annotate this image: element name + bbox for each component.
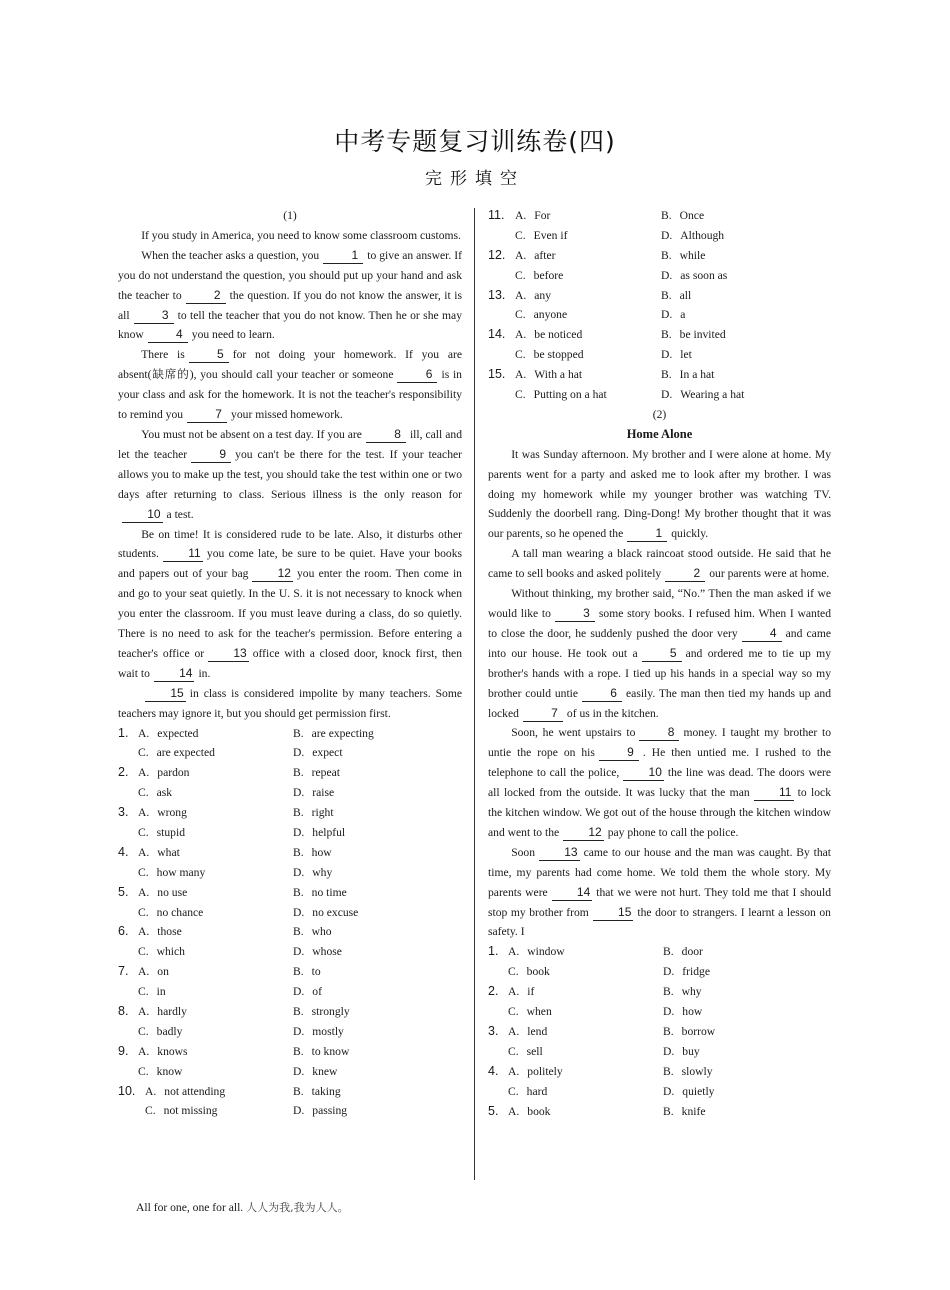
right-column [488,206,831,1121]
option-c[interactable]: C. how many [138,865,206,879]
text: quickly. [671,527,709,541]
text: the line was dead. The doors were all locked from the outside. It was lucky that the man [488,766,832,800]
option-c[interactable]: C. in [138,985,166,999]
question-number: 2. [488,984,499,999]
blank-1[interactable]: 1 [323,248,363,264]
text: you come late, be sure to be quiet. Have your books and papers out of your bag [118,547,462,581]
option-c[interactable]: C. Even if [515,228,568,242]
text: to give an answer. If you do not understand the question, you should put up your hand and ask the teacher to [118,248,462,302]
blank-12[interactable]: 12 [252,566,293,582]
question-number: 5. [488,1103,499,1118]
question-4 [118,843,462,883]
option-d[interactable]: D. knew [293,1064,338,1078]
text: in class is considered impolite by many teachers. Some teachers may ignore it, but you should get permission first. [118,686,462,720]
footer-chinese: 人人为我,我为人人。 [246,1201,349,1214]
option-c[interactable]: C. hard [508,1084,548,1098]
blank-15[interactable]: 15 [145,686,186,702]
question-13 [488,286,831,326]
option-d[interactable]: D. raise [293,786,335,800]
question-5 [118,883,462,923]
passage-1-paragraph-4 [118,425,462,525]
question-number: 8. [118,1004,129,1019]
text: and ordered me to tie up my brother's hands with a rope. I tied up his hands in a special way so my brother could untie [488,646,832,700]
option-a[interactable]: A. lend [508,1024,548,1038]
option-d[interactable]: D. Although [661,228,725,242]
passage-1-paragraph-6 [118,684,462,724]
option-b[interactable]: B. to [293,965,321,979]
blank-9[interactable]: 9 [191,447,231,463]
blank-2[interactable]: 2 [186,288,226,304]
option-a[interactable]: A. be noticed [515,328,583,342]
text: Without thinking, my brother said, “No.” Then the man asked if we would like to [488,587,831,620]
option-b[interactable]: B. are expecting [293,726,374,740]
option-a[interactable]: A. With a hat [515,368,583,382]
passage-1-paragraph-2 [118,246,462,346]
option-a[interactable]: A. knows [138,1044,188,1058]
blank-1[interactable]: 1 [627,526,667,542]
question-number: 13. [488,287,506,302]
section-2-label: (2) [652,407,667,421]
option-d[interactable]: D. quietly [663,1084,715,1098]
question-list-2 [488,942,831,1121]
option-a[interactable]: A. what [138,845,180,859]
option-b[interactable]: B. right [293,806,334,820]
option-c[interactable]: C. Putting on a hat [515,388,607,402]
option-a[interactable]: A. those [138,925,182,939]
option-a[interactable]: A. politely [508,1064,563,1078]
question-3 [488,1022,831,1062]
question-number: 1. [118,725,129,740]
option-a[interactable]: A. if [508,985,535,999]
text: . He then untied me. I rushed to the telephone to call the police, [488,746,831,780]
text: ill, call and let the teacher [118,427,462,461]
blank-14[interactable]: 14 [154,666,195,682]
text: came to our house and the man was caught. By that time, my parents had come home. We told them the whole story. My parents were [488,845,831,899]
option-b[interactable]: B. while [661,248,706,262]
question-number: 1. [488,944,499,959]
passage-1-paragraph-1 [118,226,462,246]
option-c[interactable]: C. no chance [138,905,204,919]
question-number: 5. [118,884,129,899]
text: to tell the teacher that you do not know. Then he or she may know [118,308,462,342]
option-a[interactable]: A. expected [138,726,199,740]
question-3 [118,803,462,843]
option-b[interactable]: B. no time [293,885,347,899]
text: for not doing your homework. If you are absent(缺席的), you should call your teacher or someone [118,348,463,382]
option-c[interactable]: C. sell [508,1044,543,1058]
option-b[interactable]: B. strongly [293,1005,350,1019]
question-number: 3. [118,805,129,820]
option-d[interactable]: D. Wearing a hat [661,388,745,402]
question-8 [118,1002,462,1042]
option-d[interactable]: D. why [293,865,333,879]
option-d[interactable]: D. buy [663,1044,700,1058]
blank-3[interactable]: 3 [555,606,595,622]
blank-6[interactable]: 6 [397,367,437,383]
blank-5[interactable]: 5 [642,646,682,662]
blank-5[interactable]: 5 [189,347,229,363]
option-a[interactable]: A. after [515,248,556,262]
question-1 [118,724,462,764]
option-c[interactable]: C. stupid [138,826,185,840]
text: and came into our house. He took out a [488,626,831,660]
option-d[interactable]: D. fridge [663,965,710,979]
question-14 [488,325,831,365]
blank-4[interactable]: 4 [742,626,782,642]
question-6 [118,922,462,962]
option-b[interactable]: B. all [661,288,692,302]
passage-2-paragraph-2 [488,544,831,584]
text: You must not be absent on a test day. If you are [141,427,362,441]
option-d[interactable]: D. of [293,985,322,999]
footer-motto [136,1199,349,1215]
option-a[interactable]: A. pardon [138,766,190,780]
option-c[interactable]: C. before [515,268,564,282]
option-d[interactable]: D. helpful [293,826,346,840]
option-c[interactable]: C. anyone [515,308,568,322]
text: pay phone to call the police. [607,825,739,839]
question-number: 4. [118,844,129,859]
option-c[interactable]: C. when [508,1005,552,1019]
footer-text: All for one, one for all. [136,1201,244,1214]
text: When the teacher asks a question, you [141,248,320,262]
text: you need to learn. [191,328,275,342]
question-1 [488,942,831,982]
text: you can't be there for the test. If your teacher allows you to make up the test, you should take the test within one or two days after returning to class. Serious illness is the only reason for [118,447,462,501]
option-a[interactable]: A. For [515,209,551,222]
blank-11[interactable]: 11 [163,546,203,562]
question-2 [118,763,462,803]
blank-15[interactable]: 15 [593,905,634,921]
text: A tall man wearing a black raincoat stood outside. He said that he came to sell books and asked politely [488,547,831,581]
blank-8[interactable]: 8 [639,725,679,741]
blank-14[interactable]: 14 [552,885,593,901]
option-b[interactable]: B. repeat [293,766,340,780]
blank-7[interactable]: 7 [523,706,563,722]
option-a[interactable]: A. wrong [138,806,187,820]
text: easily. The man then tied my hands up and locked [488,686,831,720]
question-11 [488,206,831,246]
option-d[interactable]: D. whose [293,945,342,959]
question-4 [488,1062,831,1102]
passage-2-paragraph-5 [488,843,831,943]
question-number: 10. [118,1083,136,1098]
section-2-title: Home Alone [626,426,693,441]
text: you enter the room. Then come in and go to your seat quietly. In the U. S. it is not necessary to knock when you enter the classroom. If you must leave during a class, do so quietly. There is no need to ask for the teacher's permission. Before entering a teacher's office or [118,567,462,660]
question-list-1 [118,724,462,1122]
question-15 [488,365,831,405]
text: If you study in America, you need to know some classroom customs. [141,228,461,242]
question-number: 14. [488,327,506,342]
option-d[interactable]: D. let [661,348,692,362]
section-1-label: (1) [283,209,297,222]
option-b[interactable]: B. knife [663,1104,706,1118]
question-12 [488,246,831,286]
question-number: 6. [118,924,129,939]
option-c[interactable]: C. are expected [138,746,215,760]
blank-7[interactable]: 7 [187,407,227,423]
text: your missed homework. [231,408,343,422]
blank-8[interactable]: 8 [366,427,406,443]
question-9 [118,1042,462,1082]
option-d[interactable]: D. expect [293,746,343,760]
blank-3[interactable]: 3 [134,308,174,324]
option-d[interactable]: D. how [663,1005,703,1019]
option-c[interactable]: C. book [508,965,550,979]
question-number: 3. [488,1023,499,1038]
passage-1-paragraph-5 [118,525,462,684]
question-number: 12. [488,247,506,262]
question-list-1-continued [488,206,831,405]
option-a[interactable]: A. hardly [138,1005,187,1019]
blank-10[interactable]: 10 [623,765,664,781]
question-number: 7. [118,964,129,979]
page-subtitle: 完形填空 [425,169,525,189]
passage-2-paragraph-3 [488,584,831,723]
option-d[interactable]: D. a [661,308,686,322]
option-b[interactable]: B. how [293,845,332,859]
text: our parents were at home. [709,567,830,581]
question-7 [118,962,462,1002]
text: Be on time! It is considered rude to be late. Also, it disturbs other students. [118,527,462,561]
text: in. [198,666,211,680]
option-d[interactable]: D. mostly [293,1024,344,1038]
option-c[interactable]: C. not missing [145,1104,218,1118]
question-10 [118,1082,462,1122]
option-b[interactable]: B. to know [293,1044,350,1058]
question-number: 9. [118,1043,129,1058]
text: It was Sunday afternoon. My brother and I were alone at home. My parents went for a party and asked me to look after my brother. I was doing my homework while my younger brother was watching TV. Suddenly the doorbell rang. Ding-Dong! My brother thought that it was our parents, so he opened the [488,447,831,541]
text: There is [141,348,185,362]
blank-10[interactable]: 10 [122,507,163,523]
option-b[interactable]: B. be invited [661,328,726,342]
blank-4[interactable]: 4 [148,327,188,343]
blank-13[interactable]: 13 [539,845,580,861]
text: Soon [511,845,536,859]
passage-2-paragraph-4 [488,723,831,842]
column-divider [474,208,475,1180]
option-a[interactable]: A. on [138,965,169,979]
passage-1-paragraph-3 [118,345,462,425]
option-a[interactable]: A. book [508,1104,551,1118]
option-a[interactable]: A. any [515,288,552,302]
page-title: 中考专题复习训练卷(四) [334,127,616,156]
option-b[interactable]: B. who [293,925,332,939]
blank-12[interactable]: 12 [563,825,604,841]
option-b[interactable]: B. why [663,985,702,999]
text: of us in the kitchen. [566,706,659,720]
option-b[interactable]: B. In a hat [661,368,715,382]
option-c[interactable]: C. which [138,945,185,959]
text: Soon, he went upstairs to [511,726,636,740]
option-c[interactable]: C. badly [138,1024,183,1038]
blank-6[interactable]: 6 [582,686,622,702]
blank-11[interactable]: 11 [754,785,794,801]
option-d[interactable]: D. no excuse [293,905,359,919]
question-number: 15. [488,367,506,382]
option-b[interactable]: B. door [663,945,703,959]
question-number: 11. [488,208,505,222]
option-d[interactable]: D. as soon as [661,268,728,282]
option-a[interactable]: A. no use [138,885,188,899]
option-a[interactable]: A. window [508,945,565,959]
option-b[interactable]: B. slowly [663,1064,713,1078]
blank-2[interactable]: 2 [665,566,705,582]
option-b[interactable]: B. taking [293,1084,341,1098]
option-d[interactable]: D. passing [293,1104,348,1118]
text: that we were not hurt. They told me that I should stop my brother from [488,885,831,919]
text: is in your class and ask for the homework. It is not the teacher's responsibility to remind you [118,368,462,422]
question-number: 2. [118,765,129,780]
option-b[interactable]: B. Once [661,209,705,222]
text: office with a closed door, knock first, then wait to [118,646,462,680]
left-column [118,206,462,1121]
question-2 [488,982,831,1022]
passage-2-paragraph-1 [488,445,831,545]
option-c[interactable]: C. ask [138,786,173,800]
text: the door to strangers. I learnt a lesson on safety. I [488,905,831,939]
option-c[interactable]: C. know [138,1064,183,1078]
option-a[interactable]: A. not attending [145,1084,226,1098]
text: some story books. I refused him. When I wanted to close the door, he suddenly pushed the door very [488,606,831,640]
text: money. I taught my brother to untie the rope on his [488,726,831,760]
blank-9[interactable]: 9 [599,745,639,761]
text: the question. If you do not know the answer, it is all [118,288,462,322]
blank-13[interactable]: 13 [208,646,249,662]
question-5 [488,1102,831,1122]
text: a test. [166,507,194,521]
option-b[interactable]: B. borrow [663,1024,716,1038]
question-number: 4. [488,1063,499,1078]
option-c[interactable]: C. be stopped [515,348,584,362]
text: to lock the kitchen window. We got out of the house through the kitchen window and went to the [488,786,831,839]
